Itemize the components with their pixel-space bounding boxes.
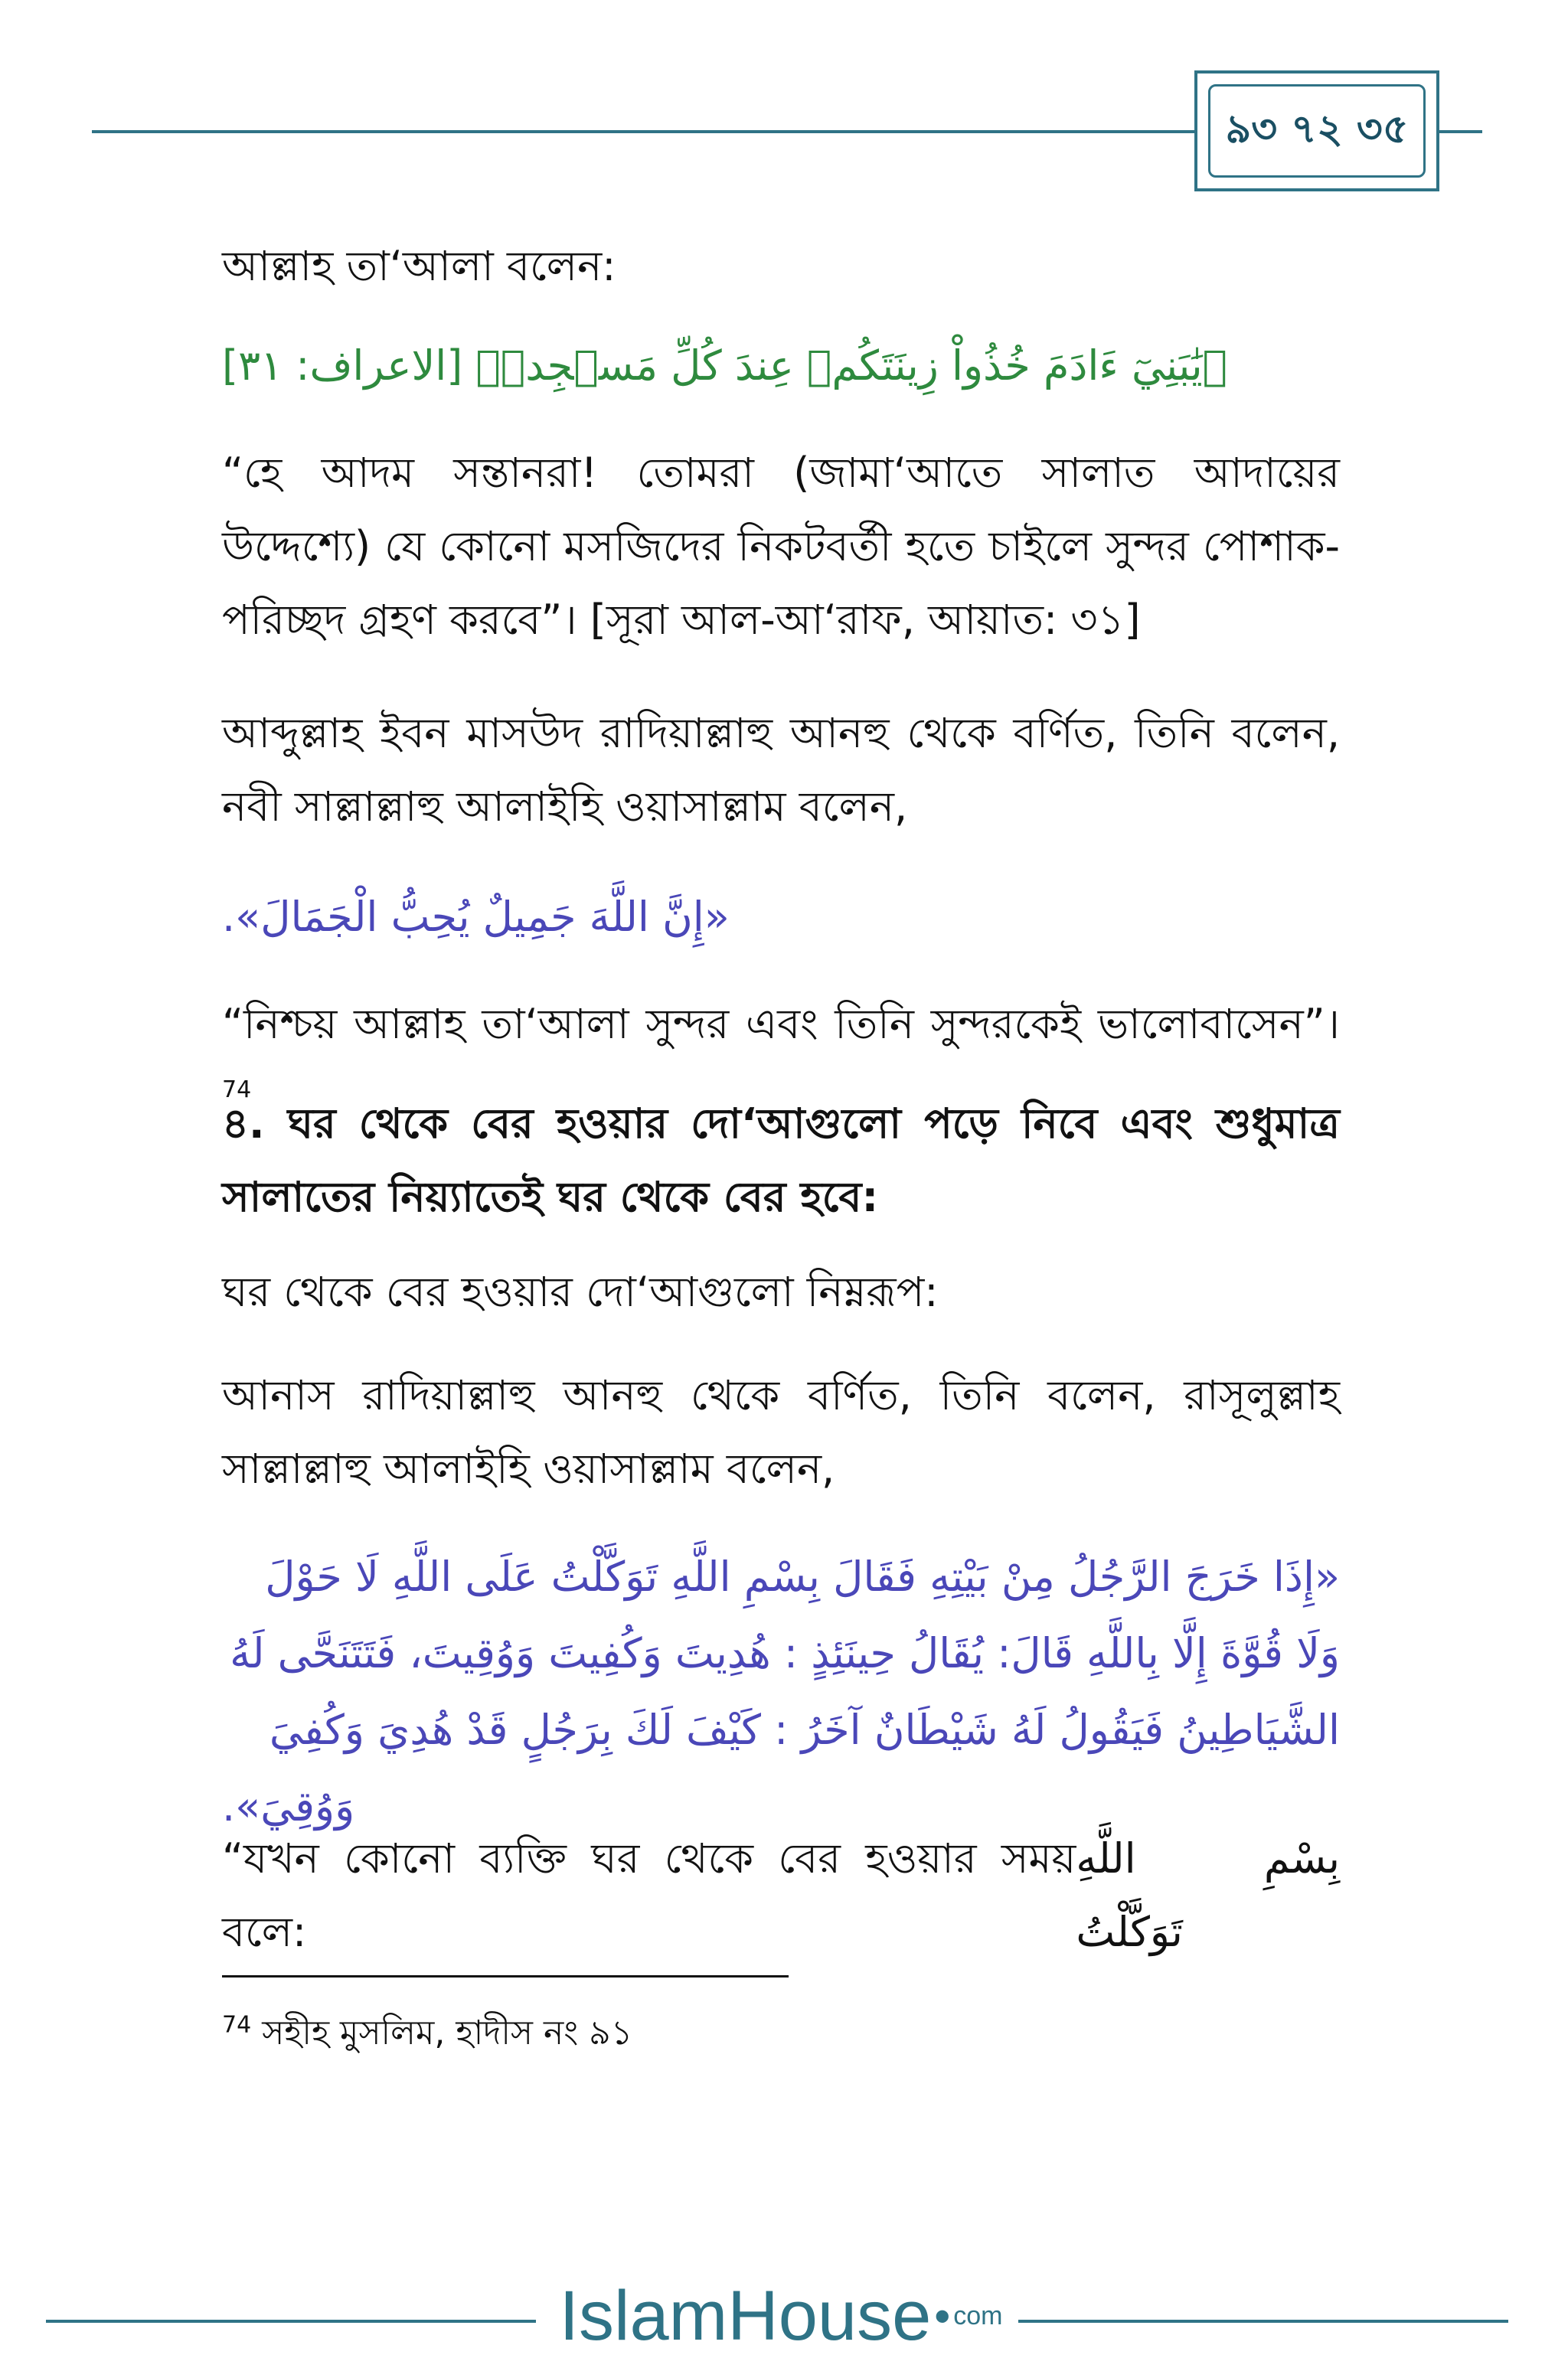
dua-intro: ঘর থেকে বের হওয়ার দো‘আগুলো নিম্নরূপ: <box>222 1268 939 1316</box>
hadith-arabic-1: «إِنَّ اللَّهَ جَمِيلٌ يُحِبُّ الْجَمَالَ». <box>222 893 730 941</box>
narration-intro-2: আনাস রাদিয়াল্লাহু আনহু থেকে বর্ণিত, তিনি বলেন, রাসূলুল্লাহ সাল্লাল্লাহু আলাইহি ওয়াসাল্লাম বলেন, <box>222 1371 1340 1493</box>
footer-rule-right <box>1018 2320 1508 2323</box>
page-number-frame <box>1194 70 1439 191</box>
page-number: ৯৩ ৭২ ৩৫ <box>1208 84 1426 178</box>
footer-rule-left <box>46 2320 536 2323</box>
section-heading: ৪. ঘর থেকে বের হওয়ার দো‘আগুলো পড়ে নিবে এবং শুধুমাত্র সালাতের নিয়্যাতেই ঘর থেকে বের হবে: <box>222 1099 1340 1221</box>
hadith-arabic-2: «إِذَا خَرَجَ الرَّجُلُ مِنْ بَيْتِهِ فَقَالَ بِسْمِ اللَّهِ تَوَكَّلْتُ عَلَى اللَّهِ لَا حَوْلَ وَلَا قُوَّةَ إِلَّا بِاللَّهِ قَالَ: يُقَالُ حِينَئِذٍ : هُدِيتَ وَكُفِيتَ وَوُقِيتَ، فَتَتَنَحَّى لَهُ الشَّيَاطِينُ فَيَقُولُ لَهُ شَيْطَانٌ آخَرُ : كَيْفَ لَكَ بِرَجُلٍ قَدْ هُدِيَ وَكُفِيَ وَوُقِيَ». <box>222 1553 1340 1831</box>
narration-intro-1: আব্দুল্লাহ ইবন মাসউদ রাদিয়াল্লাহু আনহু থেকে বর্ণিত, তিনি বলেন, নবী সাল্লাল্লাহু আলাইহি ওয়াসাল্লাম বলেন, <box>222 709 1340 831</box>
header-rule-right <box>1439 130 1482 133</box>
hadith-translation-1: “নিশ্চয় আল্লাহ তা‘আলা সুন্দর এবং তিনি সুন্দরকেই ভালোবাসেন”।$^{74}$ <box>222 1000 1340 1103</box>
footnote-rule <box>222 1975 789 1978</box>
intro-line: আল্লাহ তা‘আলা বলেন: <box>222 242 616 290</box>
header-rule-left <box>92 130 1194 133</box>
hadith-translation-2: “যখন কোনো ব্যক্তি ঘর থেকে বের হওয়ার সময় বলে: بِسْمِ اللَّهِ تَوَكَّلْتُ <box>222 1834 1340 1956</box>
islamhouse-logo: IslamHouse • com <box>559 2276 1003 2355</box>
quran-verse: ﴿يَٰبَنِيٓ ءَادَمَ خُذُواْ زِينَتَكُمۡ عِندَ كُلِّ مَسۡجِدٖ﴾ [الاعراف: ٣١] <box>222 341 1228 390</box>
footnote-ref[interactable]: 74 <box>222 1076 252 1103</box>
verse-translation: “হে আদম সন্তানরা! তোমরা (জামা‘আতে সালাত আদায়ের উদ্দেশ্যে) যে কোনো মসজিদের নিকটবর্তী হতে চাইলে সুন্দর পোশাক-পরিচ্ছদ গ্রহণ করবে”। [সূরা আল-আ‘রাফ, আয়াত: ৩১] <box>222 449 1340 644</box>
footnote: $^{74}$ সহীহ মুসলিম, হাদীস নং ৯১ <box>222 2011 633 2053</box>
